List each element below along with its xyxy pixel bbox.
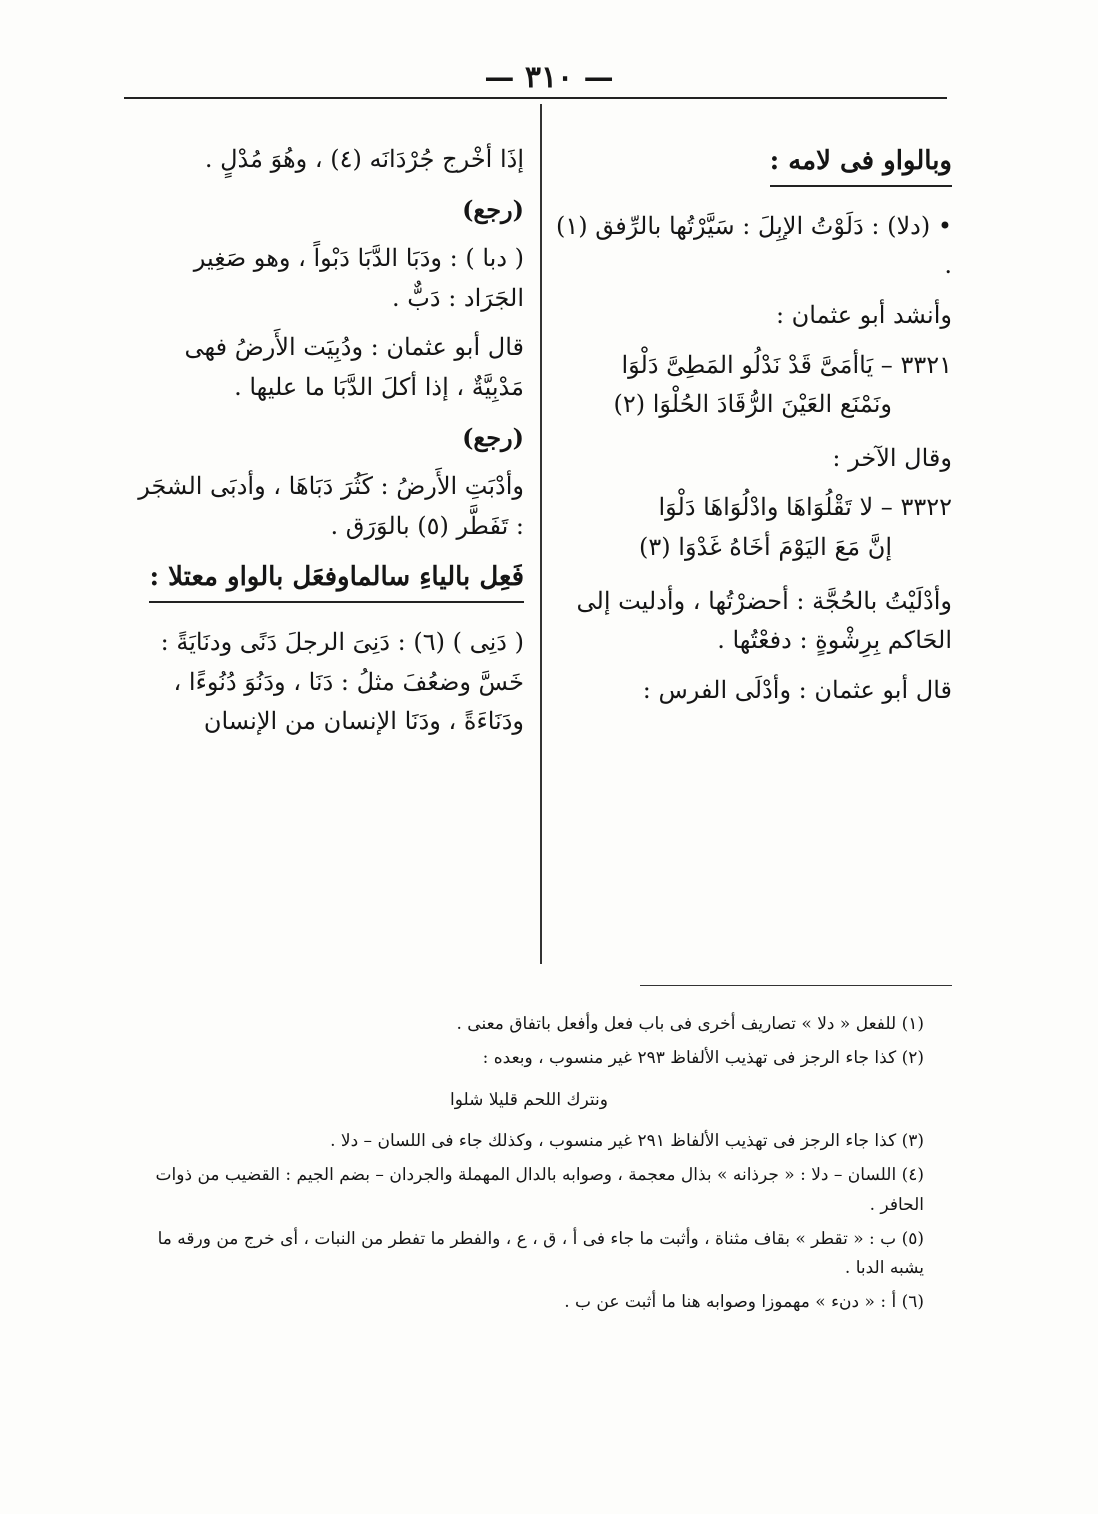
paragraph: وأدْبَتِ الأَرضُ : كَثُرَ دَبَاهَا ، وأدبَى الشجَر : تَفَطَّر (٥) بالوَرَق . <box>138 472 524 540</box>
footnote-1: (١) للفعل « دلا » تصاريف أخرى فى باب فعل وأفعل باتفاق معنى . <box>456 1014 924 1034</box>
paragraph: قال أبو عثمان : ودُبِيَت الأَرضُ فهى مَدْبِيَّةٌ ، إذا أكلَ الدَّبَا ما عليها . <box>184 333 524 401</box>
quote-intro: وأنشد أبو عثمان : <box>775 301 952 330</box>
verse-line: ٣٣٢٢ – لا تَقْلُوَاهَا وادْلُوَاهَا دَلْوَا <box>658 493 952 522</box>
verse-line: ونَمْنَع العَيْنَ الرُّقَادَ الحُلْوَا (٢) <box>613 390 892 419</box>
paragraph: وأدْلَيْتُ بالحُجَّة : أحضرْتُها ، وأدليت إلى الحَاكم بِرِشْوةٍ : دفعْتُها . <box>576 586 952 655</box>
footnote-verse: ونترك اللحم قليلا شلوا <box>450 1089 608 1110</box>
left-column <box>132 140 524 752</box>
entry-dani: ( دَنِى ) (٦) : دَنِىَ الرجلَ دَنًى ودنَايَةً : خَسَّ وضعُفَ مثلُ : دَنَا ، ودَنُوَ دُنُوءًا ، ودَنَاءَةً ، ودَنَا الإنسان من الإنسان <box>160 628 524 736</box>
entry-dala: • (دلا) : دَلَوْتُ الإبِلَ : سَيَّرْتُها بالرِّفق (١) . <box>556 211 952 280</box>
paragraph: إذَا أخْرج جُرْدَانَه (٤) ، وهُوَ مُدْلٍ . <box>204 145 524 173</box>
raja-marker: (رجع) <box>462 194 524 224</box>
footnote-2: (٢) كذا جاء الرجز فى تهذيب الألفاظ ٢٩٣ غير منسوب ، وبعده : <box>482 1047 924 1068</box>
paragraph: قال أبو عثمان : وأدْلَى الفرس : <box>642 675 952 704</box>
footnote-4: (٤) اللسان – دلا : « جرذانه » بذال معجمة ، وصوابه بالدال المهملة والجردان – بضم الجيم : القضيب من ذوات الحافر . <box>155 1165 924 1215</box>
verse-3322 <box>552 488 952 567</box>
section-heading-waw-lam: وبالواو فى لامه : <box>770 140 952 187</box>
right-column <box>552 140 952 720</box>
verse-line: إنَّ مَعَ اليَوْمَ أخَاهُ غَدْوَا (٣) <box>639 533 892 562</box>
footnote-rule <box>640 985 952 986</box>
entry-daba: ( دبا ) : ودَبَا الدَّبَا دَبْواً ، وهو صَغِير الجَرَاد : دَبٌّ . <box>193 244 524 312</box>
header-rule <box>124 97 947 99</box>
footnote-3: (٣) كذا جاء الرجز فى تهذيب الألفاظ ٢٩١ غير منسوب ، وكذلك جاء فى اللسان – دلا . <box>330 1131 924 1152</box>
section-heading-fail: فَعِل بالياءِ سالماوفعَل بالواو معتلا : <box>149 556 524 603</box>
quote-intro: وقال الآخر : <box>832 443 952 472</box>
footnote-5: (٥) ب : « تقطر » بقاف مثناة ، وأثبت ما جاء فى أ ، ق ، ع ، والفطر ما تفطر من النبات ، أى خرج من ورقه ما يشبه الدبا . <box>157 1228 924 1279</box>
column-divider <box>540 104 542 964</box>
verse-line: ٣٣٢١ – يَاأمَىَّ قَدْ نَدْلُو المَطِىَّ دَلْوَا <box>621 350 952 379</box>
verse-3321 <box>552 346 952 425</box>
raja-marker: (رجع) <box>462 422 524 452</box>
page-number: — ٣١٠ — <box>484 60 614 95</box>
footnote-6: (٦) أ : « دنء » مهموزا وصوابه هنا ما أثبت عن ب . <box>564 1292 924 1312</box>
footnotes <box>134 1010 924 1322</box>
